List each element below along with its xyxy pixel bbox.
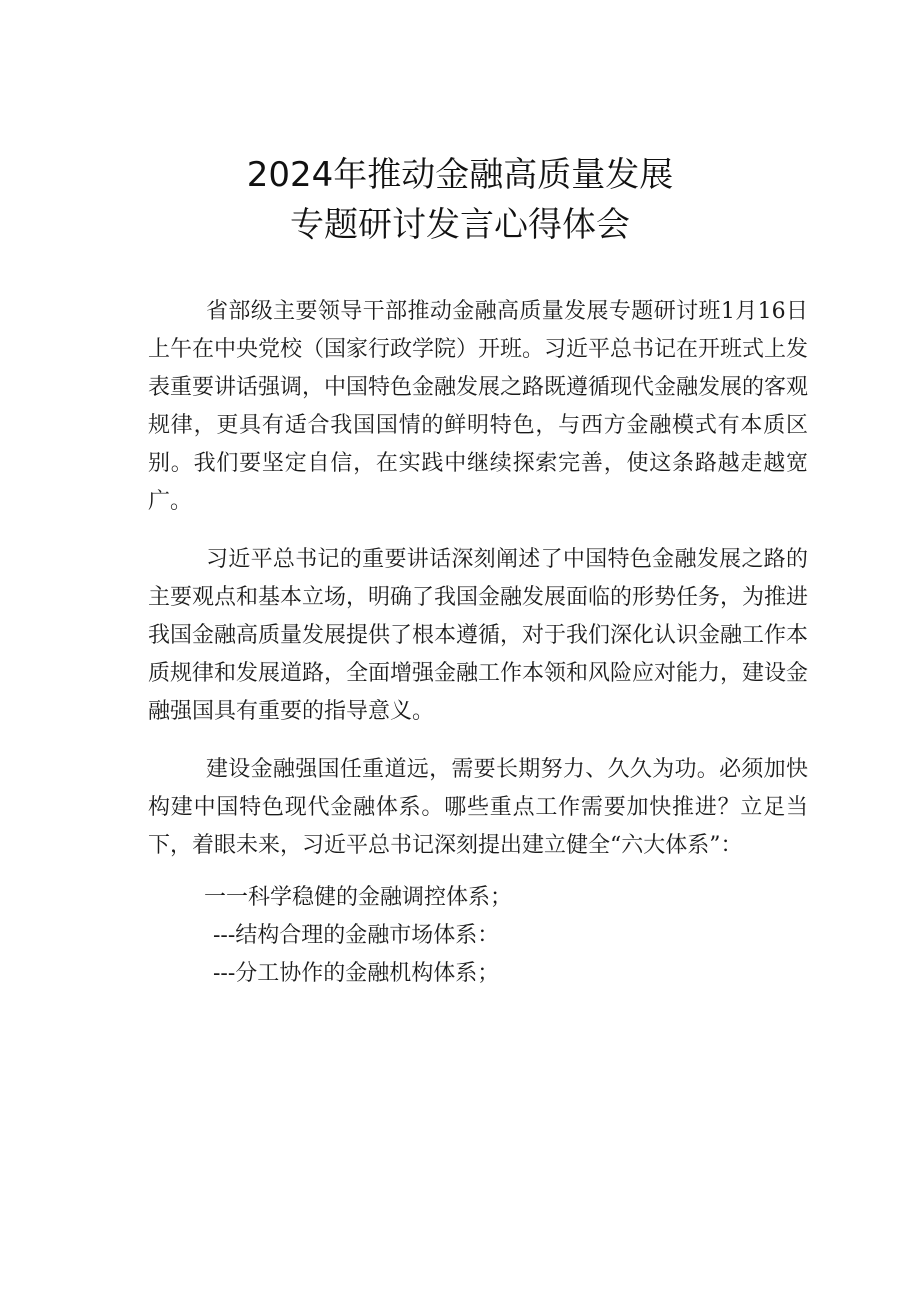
title-line-1: 2024年推动金融高质量发展 <box>246 155 674 195</box>
document-title <box>0 150 920 250</box>
document-body <box>148 293 808 993</box>
list-item-3: ---分工协作的金融机构体系； <box>213 961 500 986</box>
list-item-2: ---结构合理的金融市场体系： <box>213 923 500 948</box>
paragraph-1: 省部级主要领导干部推动金融高质量发展专题研讨班1月16日上午在中央党校（国家行政学院）开班。习近平总书记在开班式上发表重要讲话强调，中国特色金融发展之路既遵循现代金融发展的客观规律，更具有适合我国国情的鲜明特色，与西方金融模式有本质区别。我们要坚定自信，在实践中继续探索完善，使这条路越走越宽广。 <box>148 299 809 514</box>
paragraph-3: 建设金融强国任重道远，需要长期努力、久久为功。必须加快构建中国特色现代金融体系。哪些重点工作需要加快推进？立足当下，着眼未来，习近平总书记深刻提出建立健全“六大体系”： <box>148 757 808 858</box>
paragraph-2: 习近平总书记的重要讲话深刻阐述了中国特色金融发展之路的主要观点和基本立场，明确了我国金融发展面临的形势任务，为推进我国金融高质量发展提供了根本遵循，对于我们深化认识金融工作本质规律和发展道路，全面增强金融工作本领和风险应对能力，建设金融强国具有重要的指导意义。 <box>148 547 809 724</box>
title-line-2: 专题研讨发言心得体会 <box>290 205 630 245</box>
list-item-1: 一一科学稳健的金融调控体系； <box>204 885 513 910</box>
